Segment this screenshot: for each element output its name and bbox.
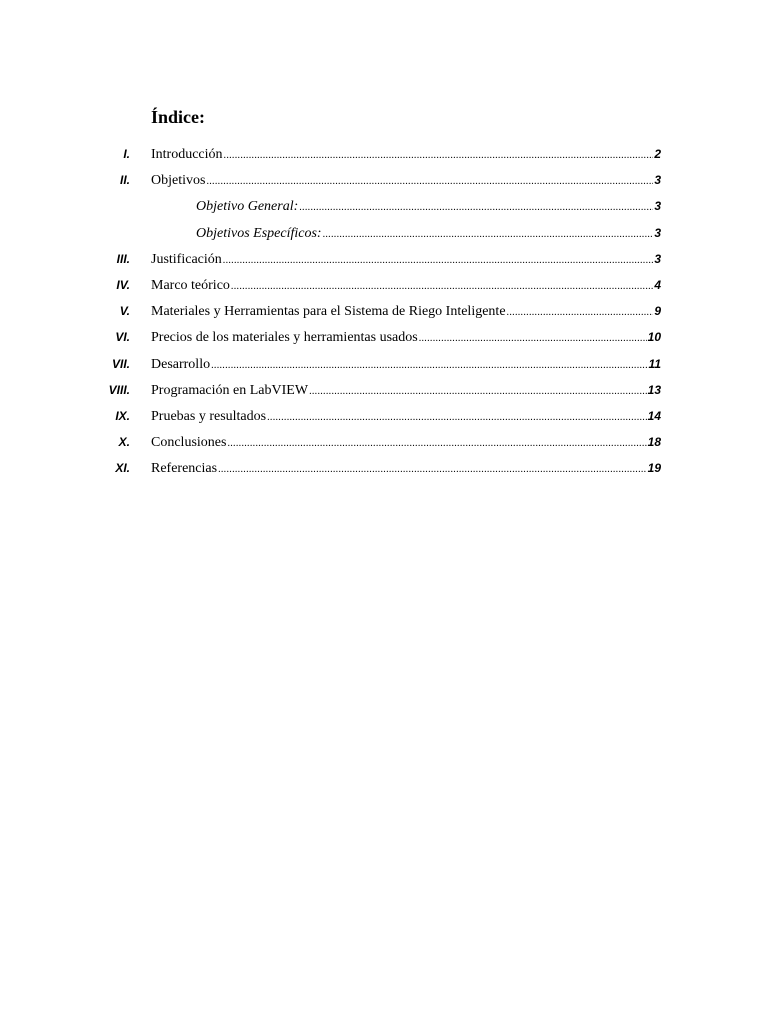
- toc-entry-text[interactable]: Objetivos Específicos:: [196, 225, 322, 241]
- toc-entry-materiales[interactable]: [0, 300, 768, 326]
- toc-subentry-objetivos-especificos[interactable]: [0, 222, 768, 248]
- toc-leader-dots: [227, 435, 646, 453]
- toc-title: Índice:: [151, 107, 205, 127]
- toc-entry-page: 10: [647, 330, 661, 345]
- toc-entry-page: 9: [654, 304, 661, 319]
- toc-entry-numeral: VIII.: [108, 382, 130, 397]
- toc-entry-numeral: I.: [123, 147, 130, 161]
- toc-entry-page: 3: [654, 251, 661, 266]
- toc-subentry-objetivo-general[interactable]: [0, 195, 768, 221]
- toc-entry-pruebas[interactable]: [0, 405, 768, 431]
- toc-leader-dots: [323, 226, 654, 244]
- toc-leader-dots: [267, 409, 647, 427]
- toc-entry-page: 3: [654, 199, 661, 214]
- toc-list: [0, 143, 768, 483]
- toc-entry-numeral: X.: [118, 435, 130, 450]
- toc-entry-page: 19: [647, 461, 661, 476]
- toc-entry-text[interactable]: Materiales y Herramientas para el Sistema de Riego Inteligente: [151, 304, 506, 320]
- toc-leader-dots: [224, 147, 654, 165]
- toc-entry-page: 11: [648, 356, 661, 371]
- toc-entry-referencias[interactable]: [0, 457, 768, 483]
- toc-entry-text[interactable]: Objetivo General:: [196, 199, 299, 215]
- toc-leader-dots: [231, 278, 653, 296]
- toc-entry-page: 4: [654, 277, 661, 292]
- toc-leader-dots: [206, 173, 653, 191]
- toc-entry-text[interactable]: Referencias: [151, 461, 218, 477]
- toc-entry-numeral: IV.: [116, 277, 130, 292]
- toc-entry-text[interactable]: Pruebas y resultados: [151, 408, 267, 424]
- toc-entry-precios[interactable]: [0, 326, 768, 352]
- toc-entry-page: 14: [647, 408, 661, 423]
- toc-entry-justificacion[interactable]: [0, 248, 768, 274]
- toc-entry-numeral: III.: [116, 251, 130, 266]
- toc-entry-numeral: V.: [119, 304, 130, 319]
- toc-leader-dots: [309, 383, 647, 401]
- toc-entry-page: 3: [654, 225, 661, 240]
- toc-entry-numeral: VI.: [115, 330, 130, 345]
- toc-entry-text[interactable]: Justificación: [151, 251, 222, 267]
- toc-entry-text[interactable]: Objetivos: [151, 173, 206, 189]
- toc-entry-numeral: IX.: [115, 408, 130, 423]
- toc-leader-dots: [211, 357, 647, 375]
- toc-entry-marco-teorico[interactable]: [0, 274, 768, 300]
- toc-entry-text[interactable]: Introducción: [151, 147, 223, 162]
- toc-entry-text[interactable]: Programación en LabVIEW: [151, 382, 309, 398]
- toc-leader-dots: [299, 199, 653, 217]
- toc-entry-page: 13: [647, 382, 661, 397]
- toc-entry-conclusiones[interactable]: [0, 431, 768, 457]
- toc-entry-desarrollo[interactable]: [0, 353, 768, 379]
- toc-entry-text[interactable]: Conclusiones: [151, 435, 227, 451]
- toc-entry-numeral: XI.: [115, 461, 130, 476]
- toc-entry-text[interactable]: Precios de los materiales y herramientas usados: [151, 330, 418, 346]
- toc-entry-page: 18: [647, 435, 661, 450]
- toc-entry-page: 3: [654, 173, 661, 188]
- toc-entry-text[interactable]: Marco teórico: [151, 277, 230, 293]
- toc-entry-text[interactable]: Desarrollo: [151, 356, 211, 372]
- toc-entry-page: 2: [654, 147, 661, 161]
- toc-leader-dots: [223, 252, 654, 270]
- toc-entry-introduccion[interactable]: [0, 143, 768, 169]
- toc-entry-numeral: II.: [119, 173, 130, 188]
- toc-leader-dots: [419, 330, 647, 348]
- toc-entry-programacion[interactable]: [0, 379, 768, 405]
- toc-leader-dots: [218, 461, 647, 479]
- toc-entry-numeral: VII.: [111, 356, 130, 371]
- toc-leader-dots: [507, 304, 654, 322]
- toc-entry-objetivos[interactable]: [0, 169, 768, 195]
